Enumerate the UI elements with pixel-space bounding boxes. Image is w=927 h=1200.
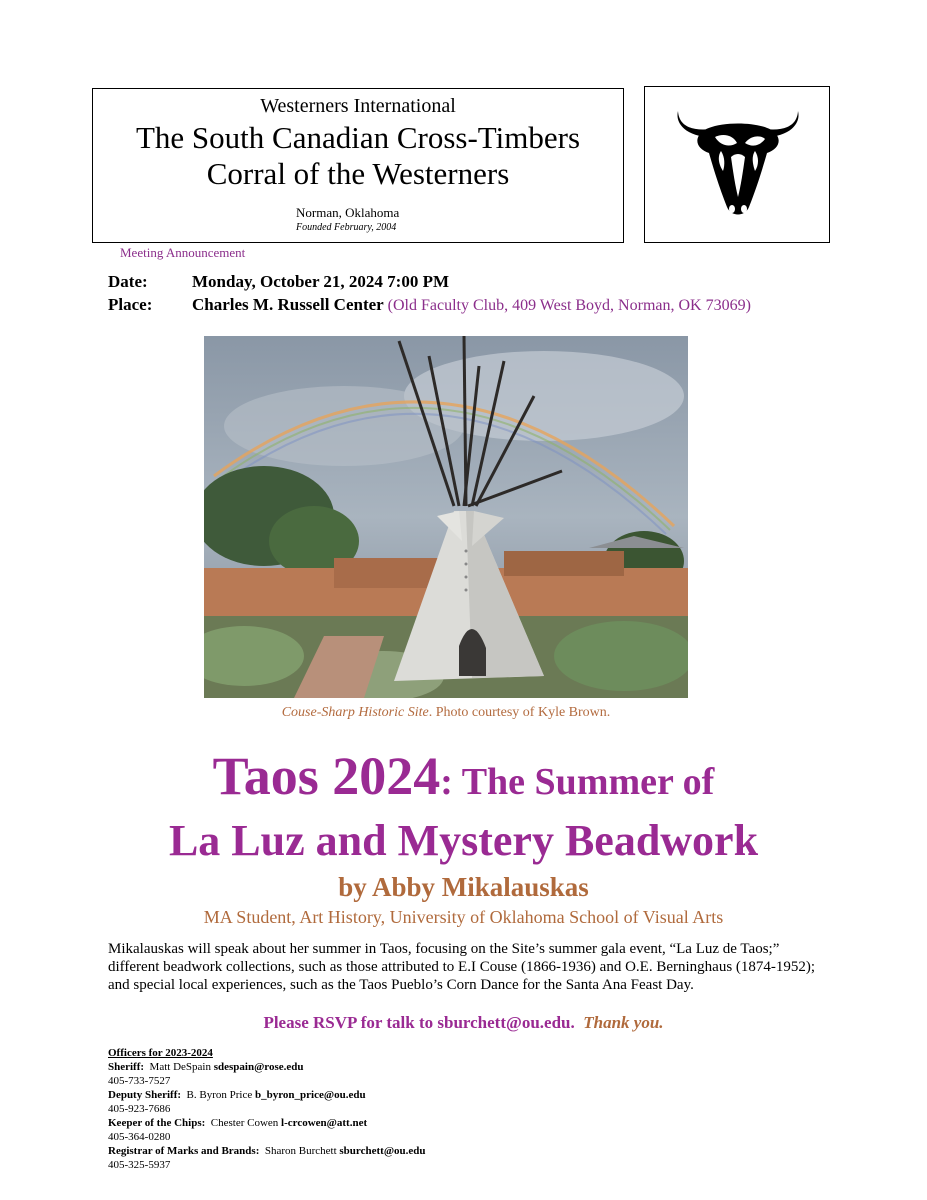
officer-name: Chester Cowen [210,1117,279,1129]
officer-phone: 405-923-7686 [108,1103,171,1115]
caption-credit: . Photo courtesy of Kyle Brown. [428,705,611,720]
officers-heading: Officers for 2023-2024 [108,1047,213,1059]
caption-site: Couse-Sharp Historic Site [281,705,429,720]
officer-role: Keeper of the Chips: [108,1117,206,1129]
officer-email[interactable]: sburchett@ou.edu [339,1145,426,1157]
rsvp-line [0,1013,927,1033]
founded-date: Founded February, 2004 [296,222,397,233]
corral-title-line2: Corral of the Westerners [206,156,510,191]
talk-title-line1 [0,745,927,807]
talk-description: Mikalauskas will speak about her summer in Taos, focusing on the Site’s summer gala event, “La Luz de Taos;” different beadwork collections, such as those attributed to E.I Couse (1866-1936) and O.E. Berninghaus (1874-1952); and special local experiences, such as the Taos Pueblo’s Corn Dance for the Santa Ana Feast Day. [108,941,816,993]
officer-role: Deputy Sheriff: [108,1089,182,1101]
officer-entry [108,1060,426,1074]
rsvp-text: Please RSVP for talk to sburchett@ou.edu. [263,1013,575,1032]
officer-email[interactable]: l-crcowen@att.net [281,1117,368,1129]
logo-box [644,86,830,243]
speaker-affiliation: MA Student, Art History, University of Oklahoma School of Visual Arts [203,907,724,927]
officer-role: Sheriff: [108,1061,145,1073]
speaker-name: by Abby Mikalauskas [338,872,589,902]
officer-name: Matt DeSpain [149,1061,211,1073]
talk-title-subtitle: : The Summer of [440,761,715,803]
officer-name: B. Byron Price [186,1089,253,1101]
meeting-announcement-label: Meeting Announcement [120,245,246,260]
place-address: (Old Faculty Club, 409 West Boyd, Norman, OK 73069) [387,297,751,314]
location: Norman, Oklahoma [296,205,400,220]
officer-entry [108,1116,426,1130]
officer-entry [108,1144,426,1158]
officer-phone: 405-733-7527 [108,1075,171,1087]
header-box [92,88,624,243]
officer-phone: 405-325-5937 [108,1159,171,1171]
officer-role: Registrar of Marks and Brands: [108,1145,260,1157]
corral-title-line1: The South Canadian Cross-Timbers [135,120,581,155]
place-name: Charles M. Russell Center [192,295,384,314]
talk-title-line2: La Luz and Mystery Beadwork [168,816,759,865]
date-label: Date: [108,272,148,291]
bison-skull-icon [645,87,831,244]
place-value [192,295,751,315]
tipi-photo [204,336,688,698]
officer-email[interactable]: sdespain@rose.edu [213,1061,304,1073]
date-value: Monday, October 21, 2024 7:00 PM [192,272,450,291]
officer-phone: 405-364-0280 [108,1131,171,1143]
officer-email[interactable]: b_byron_price@ou.edu [254,1089,366,1101]
officer-name: Sharon Burchett [264,1145,337,1157]
rsvp-thanks: Thank you. [583,1013,664,1032]
talk-title-year: Taos 2024 [212,746,441,806]
org-name: Westerners International [260,95,456,117]
photo-caption [204,705,688,721]
officer-entry [108,1088,426,1102]
officers-list [108,1046,426,1172]
place-label: Place: [108,295,153,314]
